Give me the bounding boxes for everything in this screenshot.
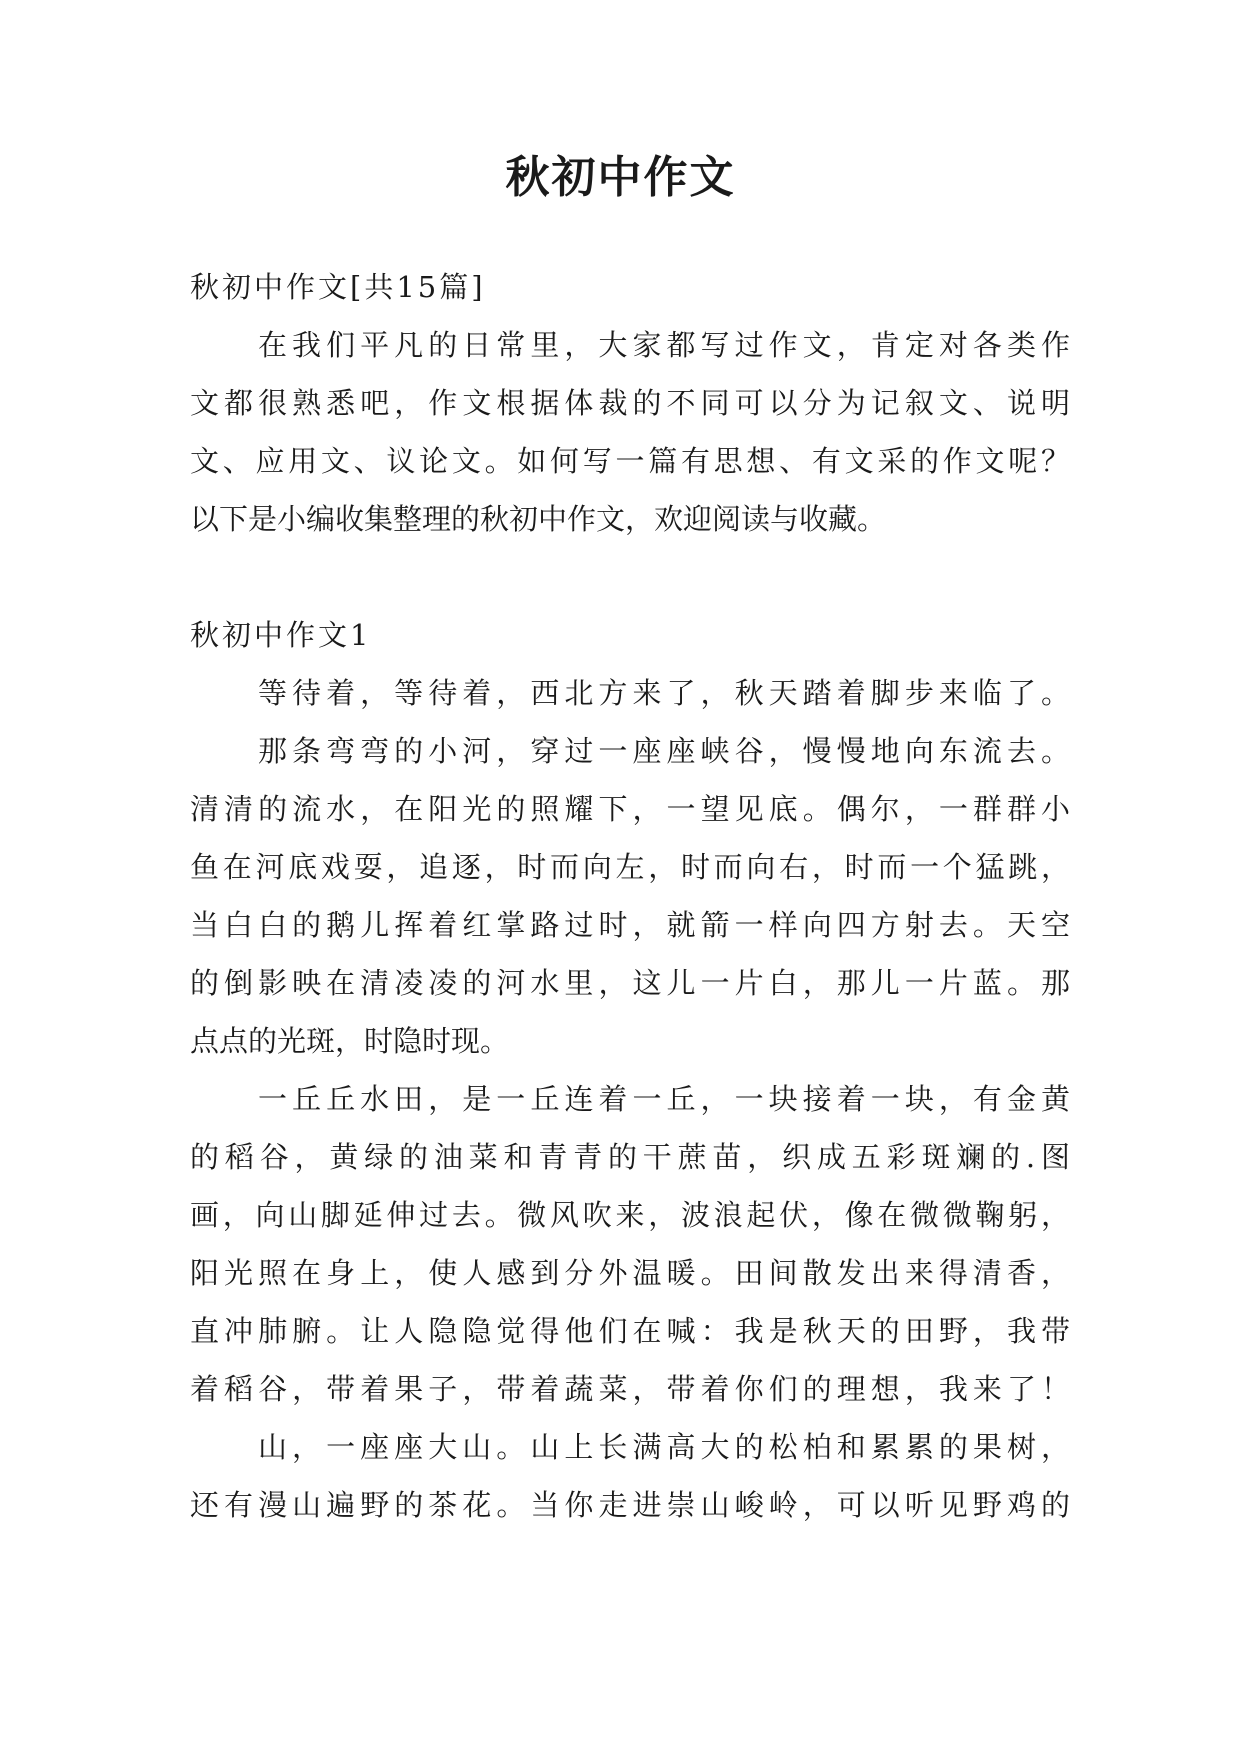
text-line: 一丘丘水田，是一丘连着一丘，一块接着一块，有金黄 — [258, 1082, 1070, 1116]
text-line: 清清的流水，在阳光的照耀下，一望见底。偶尔，一群群小 — [190, 792, 1070, 826]
text-line: 那条弯弯的小河，穿过一座座峡谷，慢慢地向东流去。 — [258, 734, 1070, 768]
text-line: 山，一座座大山。山上长满高大的松柏和累累的果树， — [258, 1430, 1070, 1464]
text-line: 着稻谷，带着果子，带着蔬菜，带着你们的理想，我来了！ — [190, 1372, 1070, 1406]
text-line: 鱼在河底戏耍，追逐，时而向左，时而向右，时而一个猛跳， — [190, 850, 1070, 884]
text-line: 文、应用文、议论文。如何写一篇有思想、有文采的作文呢？ — [190, 444, 1070, 478]
text-line: 当白白的鹅儿挥着红掌路过时，就箭一样向四方射去。天空 — [190, 908, 1070, 942]
text-line: 点点的光斑，时隐时现。 — [190, 1024, 510, 1058]
section-heading: 秋初中作文1 — [190, 618, 372, 652]
text-line: 画，向山脚延伸过去。微风吹来，波浪起伏，像在微微鞠躬， — [190, 1198, 1070, 1232]
text-line: 直冲肺腑。让人隐隐觉得他们在喊：我是秋天的田野，我带 — [190, 1314, 1070, 1348]
text-line: 的倒影映在清凌凌的河水里，这儿一片白，那儿一片蓝。那 — [190, 966, 1070, 1000]
text-line: 等待着，等待着，西北方来了，秋天踏着脚步来临了。 — [258, 676, 1070, 710]
paragraph-gap — [190, 548, 1070, 606]
text-line: 在我们平凡的日常里，大家都写过作文，肯定对各类作 — [258, 328, 1070, 362]
intro-paragraph — [190, 316, 1070, 548]
essay-paragraph-2 — [190, 722, 1070, 1070]
text-line: 以下是小编收集整理的秋初中作文，欢迎阅读与收藏。 — [190, 502, 887, 536]
document-title: 秋初中作文 — [505, 152, 736, 203]
text-line: 文都很熟悉吧，作文根据体裁的不同可以分为记叙文、说明 — [190, 386, 1070, 420]
text-line: 阳光照在身上，使人感到分外温暖。田间散发出来得清香， — [190, 1256, 1070, 1290]
essay-paragraph-1 — [190, 664, 1070, 722]
collection-subtitle: 秋初中作文[共15篇] — [190, 270, 486, 304]
text-line: 的稻谷，黄绿的油菜和青青的干蔗苗，织成五彩斑斓的.图 — [190, 1140, 1070, 1174]
document-body — [190, 258, 1070, 1534]
text-line: 还有漫山遍野的茶花。当你走进崇山峻岭，可以听见野鸡的 — [190, 1488, 1070, 1522]
essay-paragraph-4 — [190, 1418, 1070, 1534]
essay-paragraph-3 — [190, 1070, 1070, 1418]
